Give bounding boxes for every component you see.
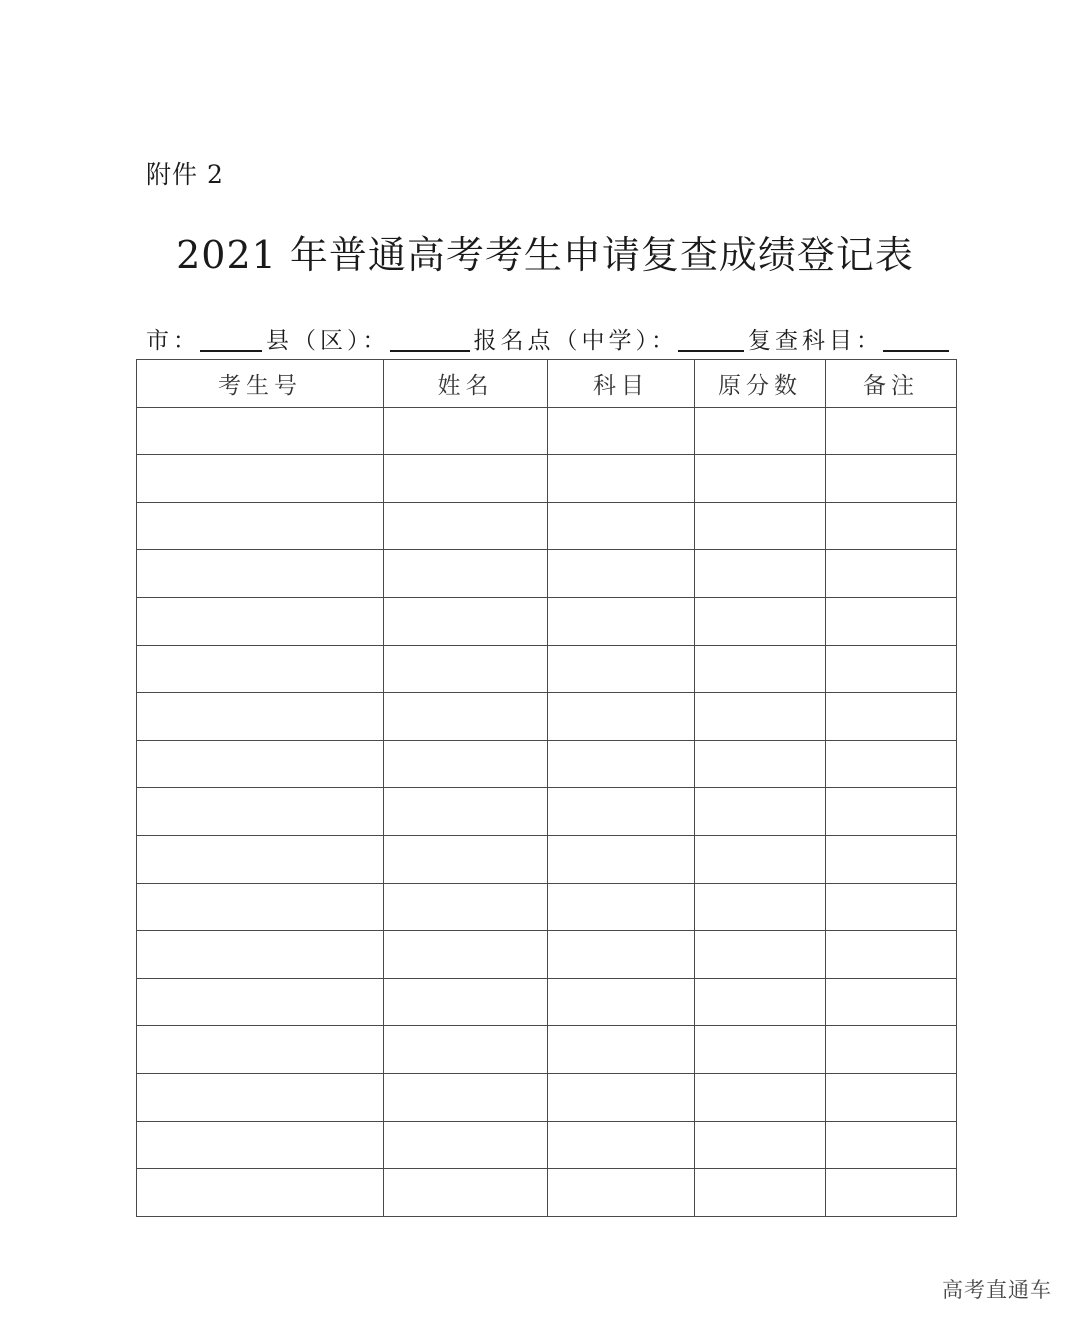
cell-name[interactable] — [384, 407, 548, 455]
cell-original-score[interactable] — [695, 1026, 826, 1074]
cell-subject[interactable] — [548, 883, 695, 931]
cell-remarks[interactable] — [826, 978, 957, 1026]
table-row — [137, 1121, 957, 1169]
cell-original-score[interactable] — [695, 1073, 826, 1121]
header-remarks: 备注 — [826, 360, 957, 408]
cell-name[interactable] — [384, 1121, 548, 1169]
table-row — [137, 931, 957, 979]
cell-name[interactable] — [384, 1169, 548, 1217]
cell-original-score[interactable] — [695, 740, 826, 788]
cell-exam-number[interactable] — [137, 693, 384, 741]
cell-subject[interactable] — [548, 1169, 695, 1217]
cell-remarks[interactable] — [826, 502, 957, 550]
cell-name[interactable] — [384, 550, 548, 598]
cell-original-score[interactable] — [695, 597, 826, 645]
cell-exam-number[interactable] — [137, 597, 384, 645]
cell-exam-number[interactable] — [137, 1169, 384, 1217]
cell-remarks[interactable] — [826, 931, 957, 979]
header-original-score: 原分数 — [695, 360, 826, 408]
header-exam-number: 考生号 — [137, 360, 384, 408]
cell-remarks[interactable] — [826, 740, 957, 788]
cell-subject[interactable] — [548, 550, 695, 598]
cell-subject[interactable] — [548, 645, 695, 693]
cell-name[interactable] — [384, 645, 548, 693]
cell-remarks[interactable] — [826, 788, 957, 836]
header-subject: 科目 — [548, 360, 695, 408]
cell-exam-number[interactable] — [137, 1073, 384, 1121]
cell-name[interactable] — [384, 978, 548, 1026]
table-row — [137, 407, 957, 455]
header-name: 姓名 — [384, 360, 548, 408]
table-row — [137, 645, 957, 693]
table-header-row — [137, 360, 957, 408]
cell-subject[interactable] — [548, 455, 695, 503]
cell-original-score[interactable] — [695, 455, 826, 503]
cell-remarks[interactable] — [826, 597, 957, 645]
cell-exam-number[interactable] — [137, 455, 384, 503]
cell-subject[interactable] — [548, 740, 695, 788]
cell-subject[interactable] — [548, 502, 695, 550]
cell-subject[interactable] — [548, 1073, 695, 1121]
cell-remarks[interactable] — [826, 1169, 957, 1217]
cell-exam-number[interactable] — [137, 883, 384, 931]
cell-original-score[interactable] — [695, 645, 826, 693]
cell-subject[interactable] — [548, 693, 695, 741]
cell-original-score[interactable] — [695, 978, 826, 1026]
cell-name[interactable] — [384, 835, 548, 883]
table-row — [137, 693, 957, 741]
cell-name[interactable] — [384, 597, 548, 645]
table-row — [137, 502, 957, 550]
cell-remarks[interactable] — [826, 1026, 957, 1074]
cell-remarks[interactable] — [826, 835, 957, 883]
cell-remarks[interactable] — [826, 550, 957, 598]
city-blank[interactable] — [200, 326, 262, 352]
cell-original-score[interactable] — [695, 788, 826, 836]
cell-subject[interactable] — [548, 978, 695, 1026]
table-row — [137, 550, 957, 598]
table-row — [137, 883, 957, 931]
cell-remarks[interactable] — [826, 1073, 957, 1121]
table-row — [137, 1073, 957, 1121]
attachment-label: 附件 2 — [146, 160, 224, 189]
table-row — [137, 835, 957, 883]
cell-name[interactable] — [384, 788, 548, 836]
cell-name[interactable] — [384, 931, 548, 979]
cell-original-score[interactable] — [695, 1169, 826, 1217]
table-row — [137, 1169, 957, 1217]
cell-name[interactable] — [384, 1073, 548, 1121]
table-row — [137, 1026, 957, 1074]
watermark-text: 高考直通车 — [942, 1278, 1052, 1302]
cell-exam-number[interactable] — [137, 1121, 384, 1169]
cell-remarks[interactable] — [826, 883, 957, 931]
table-row — [137, 597, 957, 645]
cell-subject[interactable] — [548, 407, 695, 455]
cell-original-score[interactable] — [695, 883, 826, 931]
cell-original-score[interactable] — [695, 931, 826, 979]
cell-name[interactable] — [384, 883, 548, 931]
form-info-line — [146, 322, 953, 356]
cell-exam-number[interactable] — [137, 502, 384, 550]
cell-exam-number[interactable] — [137, 645, 384, 693]
table-row — [137, 740, 957, 788]
registration-table — [136, 359, 957, 1217]
cell-exam-number[interactable] — [137, 740, 384, 788]
school-blank[interactable] — [678, 326, 744, 352]
cell-original-score[interactable] — [695, 835, 826, 883]
table-row — [137, 978, 957, 1026]
cell-subject[interactable] — [548, 788, 695, 836]
cell-original-score[interactable] — [695, 693, 826, 741]
cell-subject[interactable] — [548, 835, 695, 883]
city-label: 市： — [146, 328, 200, 354]
cell-exam-number[interactable] — [137, 1026, 384, 1074]
cell-name[interactable] — [384, 740, 548, 788]
cell-exam-number[interactable] — [137, 550, 384, 598]
cell-remarks[interactable] — [826, 645, 957, 693]
cell-original-score[interactable] — [695, 407, 826, 455]
table-body — [137, 407, 957, 1216]
cell-name[interactable] — [384, 502, 548, 550]
cell-subject[interactable] — [548, 1121, 695, 1169]
subject-blank[interactable] — [883, 326, 949, 352]
cell-name[interactable] — [384, 1026, 548, 1074]
document-title: 2021 年普通高考考生申请复查成绩登记表 — [176, 233, 914, 277]
cell-subject[interactable] — [548, 1026, 695, 1074]
cell-remarks[interactable] — [826, 455, 957, 503]
cell-original-score[interactable] — [695, 550, 826, 598]
cell-exam-number[interactable] — [137, 407, 384, 455]
cell-original-score[interactable] — [695, 502, 826, 550]
cell-exam-number[interactable] — [137, 788, 384, 836]
cell-original-score[interactable] — [695, 1121, 826, 1169]
school-label: 报名点（中学）： — [473, 328, 678, 354]
cell-exam-number[interactable] — [137, 835, 384, 883]
cell-name[interactable] — [384, 693, 548, 741]
subject-label: 复查科目： — [748, 328, 883, 354]
cell-remarks[interactable] — [826, 693, 957, 741]
county-blank[interactable] — [390, 326, 470, 352]
cell-remarks[interactable] — [826, 1121, 957, 1169]
table-row — [137, 455, 957, 503]
county-label: 县（区）： — [266, 328, 390, 354]
cell-subject[interactable] — [548, 931, 695, 979]
cell-subject[interactable] — [548, 597, 695, 645]
cell-exam-number[interactable] — [137, 931, 384, 979]
cell-exam-number[interactable] — [137, 978, 384, 1026]
cell-remarks[interactable] — [826, 407, 957, 455]
table-row — [137, 788, 957, 836]
cell-name[interactable] — [384, 455, 548, 503]
